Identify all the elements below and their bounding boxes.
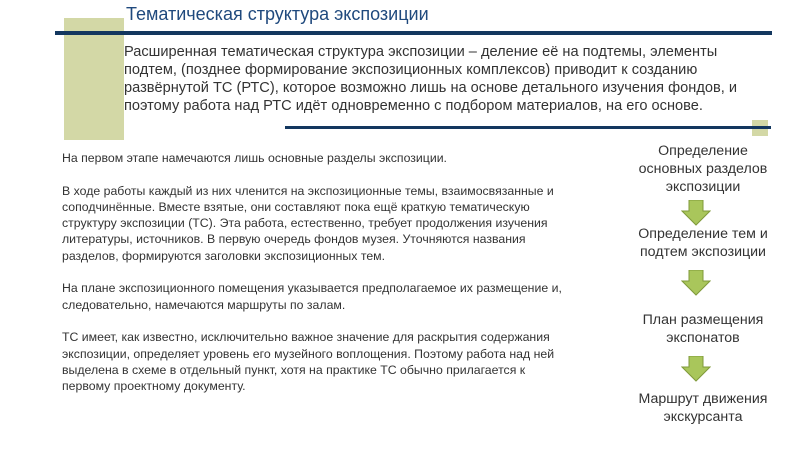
title-underline-right [400,31,772,35]
down-arrow-icon [681,270,711,296]
flow-step-sections: Определение основных разделов экспозиции [638,143,768,195]
slide-title: Тематическая структура экспозиции [126,4,429,24]
body-paragraph: ТС имеет, как известно, исключительно важное значение для раскрытия содержания экспозиции, определяет уровень его музейного воплощения. Поэтому работа над ней выделена в схеме в отдельный пункт, хотя на практике ТС обычно прилагается к первому проектному документу. [62,330,555,394]
body-text [62,150,562,394]
body-paragraph: На плане экспозиционного помещения указывается предполагаемое их размещение и, следовательно, намечаются маршруты по залам. [62,281,562,312]
title-underline [55,31,410,35]
body-paragraph: В ходе работы каждый из них членится на экспозиционные темы, взаимосвязанные и соподчинённые. Вместе взятые, они составляют пока ещё краткую тематическую структуру экспозиции (ТС). Эта работа, естественно, требует продолжения изучения литературы, источников. В первую очередь фондов музея. Уточняются названия разделов, формируются заголовки экспозиционных тем. [62,183,554,263]
down-arrow-icon [681,200,711,226]
intro-underline [285,126,771,129]
down-arrow-icon [681,356,711,382]
decorative-square [64,18,124,140]
body-paragraph: На первом этапе намечаются лишь основные разделы экспозиции. [62,151,447,165]
flow-step-themes: Определение тем и подтем экспозиции [638,226,768,260]
intro-paragraph: Расширенная тематическая структура экспозиции – деление её на подтемы, элементы подтем, (позднее формирование экспозиционных комплексов) приводит к созданию развёрнутой ТС (РТС), которое возможно лишь на основе детального изучения фондов, и поэтому работа над РТС идёт одновременно с подбором материалов, на его основе. [124,44,737,114]
flow-step-route: Маршрут движения экскурсанта [638,391,768,425]
flow-step-placement: План размещения экспонатов [642,312,764,346]
